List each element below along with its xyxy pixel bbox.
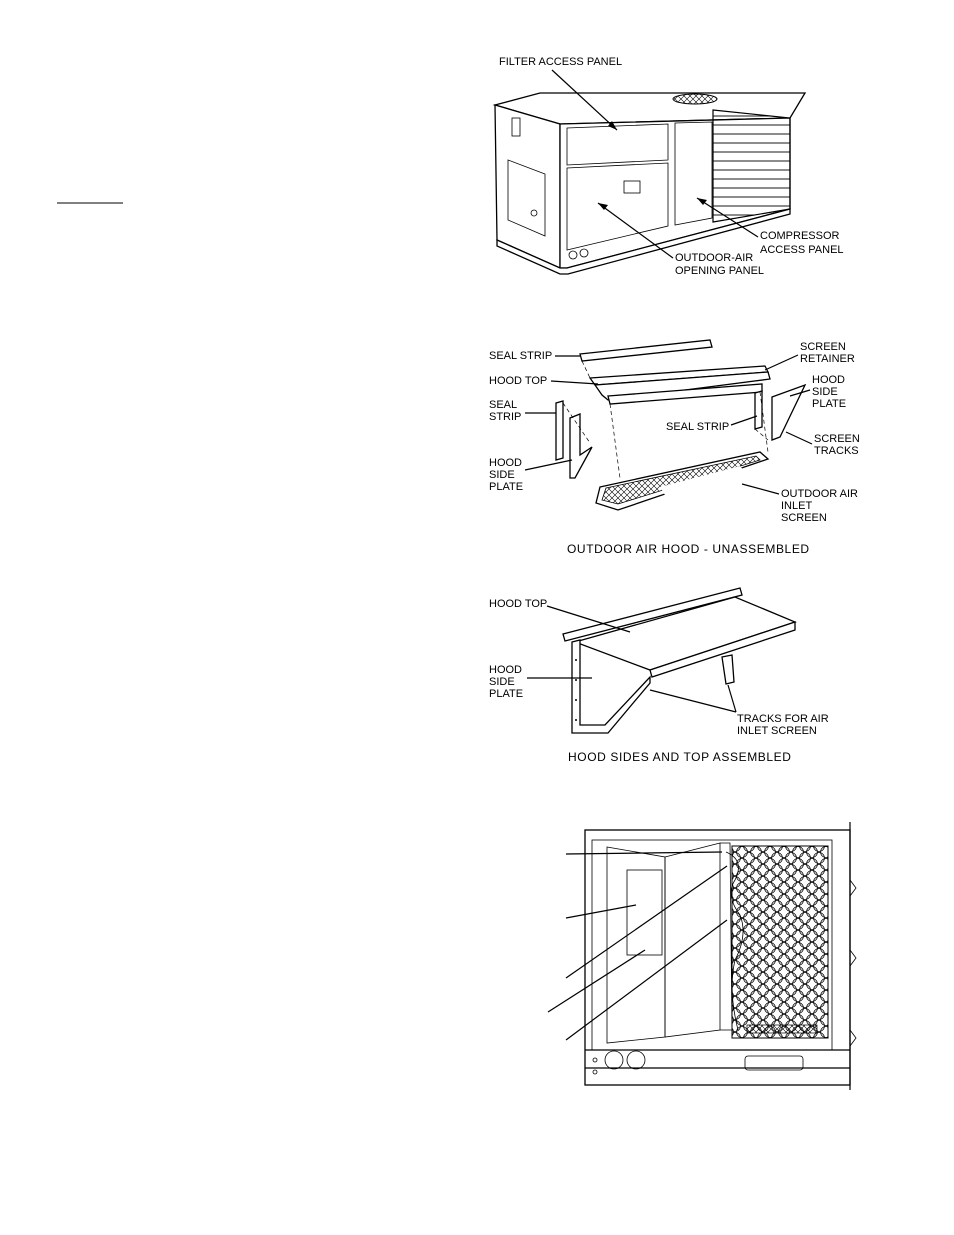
leader-tracks-right [728, 685, 736, 712]
rooftop-unit-illustration [495, 93, 805, 274]
leader-hood-side-plate-left [525, 460, 572, 470]
hood-side-plate-assembled-label-2: SIDE [489, 676, 515, 688]
compressor-access-panel-label-1: COMPRESSOR [760, 230, 840, 242]
leader-outdoor-air-inlet-screen [742, 484, 779, 494]
hood-side-plate-assembled-label-3: PLATE [489, 688, 524, 700]
hood-top-label: HOOD TOP [489, 375, 548, 387]
hood-side-plate-right-label-2: SIDE [812, 386, 838, 398]
seal-strip-right-label: SEAL STRIP [666, 421, 730, 433]
figure2-caption: OUTDOOR AIR HOOD - UNASSEMBLED [567, 542, 810, 556]
hood-side-plate-assembled-label-1: HOOD [489, 664, 522, 676]
seal-strip-left-label-1: SEAL [489, 399, 518, 411]
leader-seal-strip-right [731, 416, 757, 425]
hood-side-plate-left-label-3: PLATE [489, 481, 524, 493]
hood-side-plate-left-label-1: HOOD [489, 457, 522, 469]
hood-top-assembled-label: HOOD TOP [489, 598, 548, 610]
filter-access-panel-label: FILTER ACCESS PANEL [499, 56, 623, 68]
screen-retainer-label-1: SCREEN [800, 341, 846, 353]
seal-strip-top-label: SEAL STRIP [489, 350, 553, 362]
outdoor-air-inlet-screen-label-2: INLET [781, 500, 813, 512]
leader-screen-tracks [786, 432, 812, 444]
leader-screen-retainer [765, 355, 798, 370]
economizer-installed-illustration [585, 822, 856, 1090]
seal-strip-left-label-2: STRIP [489, 411, 522, 423]
tracks-label-2: INLET SCREEN [737, 725, 817, 737]
screen-retainer-label-2: RETAINER [800, 353, 855, 365]
figure3-caption: HOOD SIDES AND TOP ASSEMBLED [568, 750, 792, 764]
hood-side-plate-left-label-2: SIDE [489, 469, 515, 481]
screen-tracks-label-2: TRACKS [814, 445, 859, 457]
outdoor-air-inlet-screen-label-3: SCREEN [781, 512, 827, 524]
screen-tracks-label-1: SCREEN [814, 433, 860, 445]
outdoor-air-opening-panel-label-2: OPENING PANEL [675, 265, 765, 277]
outdoor-air-opening-panel-label-1: OUTDOOR-AIR [675, 252, 754, 264]
outdoor-air-inlet-screen-label-1: OUTDOOR AIR [781, 488, 859, 500]
hood-side-plate-right-label-1: HOOD [812, 374, 845, 386]
leader-hood-top [551, 381, 598, 384]
hood-assembled-illustration [563, 588, 795, 733]
tracks-label-1: TRACKS FOR AIR [737, 713, 829, 725]
leader-tracks-left [650, 690, 736, 712]
compressor-access-panel-label-2: ACCESS PANEL [760, 244, 844, 256]
hood-side-plate-right-label-3: PLATE [812, 398, 847, 410]
